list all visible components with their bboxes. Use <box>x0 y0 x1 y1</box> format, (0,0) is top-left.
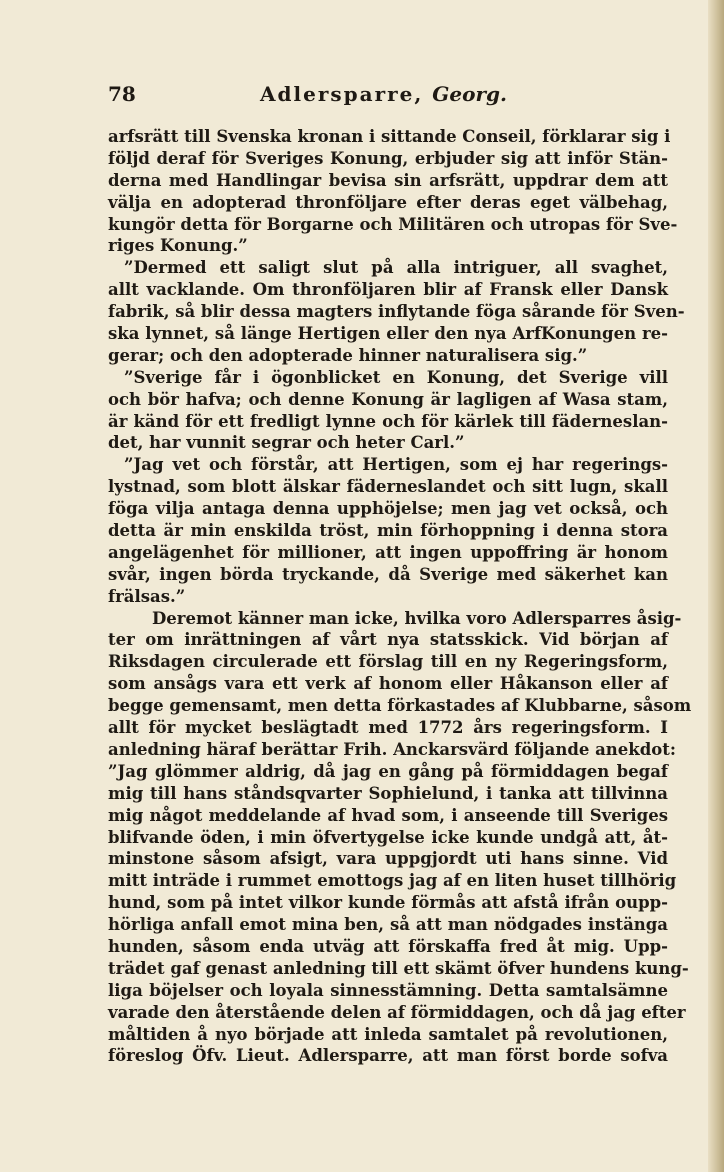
text-line: Riksdagen circulerade ett förslag till en ny Regeringsform, <box>108 652 668 672</box>
author-given-name: Georg. <box>432 82 507 106</box>
text-line: föreslog Öfv. Lieut. Adlersparre, att man först borde sofva <box>108 1046 668 1066</box>
running-head-title <box>260 82 507 106</box>
text-line: begge gemensamt, men detta förkastades af Klubbarne, såsom <box>108 696 692 716</box>
text-line: är känd för ett fredligt lynne och för kärlek till fäderneslan- <box>108 411 668 431</box>
text-line: hund, som på intet vilkor kunde förmås att afstå ifrån oupp- <box>108 893 668 913</box>
text-line: mitt inträde i rummet emottogs jag af en liten huset tillhörig <box>108 871 677 891</box>
text-line: och bör hafva; och denne Konung är lagligen af Wasa stam, <box>108 389 668 409</box>
text-line: allt för mycket beslägtadt med 1772 års regeringsform. I <box>108 718 668 738</box>
text-line: ”Sverige får i ögonblicket en Konung, det Sverige vill <box>124 367 668 387</box>
text-line: minstone såsom afsigt, vara uppgjordt uti hans sinne. Vid <box>108 849 668 869</box>
text-line: följd deraf för Sveriges Konung, erbjuder sig att inför Stän- <box>108 148 668 168</box>
author-surname: Adlersparre, <box>260 82 424 106</box>
text-line: liga böjelser och loyala sinnesstämning. Detta samtalsämne <box>108 980 668 1000</box>
body-text <box>108 126 692 1067</box>
text-line: allt vacklande. Om thronföljaren blir af Fransk eller Dansk <box>108 280 668 300</box>
text-line: ”Jag glömmer aldrig, då jag en gång på förmiddagen begaf <box>108 761 668 781</box>
text-line: ”Dermed ett saligt slut på alla intriguer, all svaghet, <box>124 258 668 278</box>
text-line: ”Jag vet och förstår, att Hertigen, som ej har regerings- <box>124 455 668 475</box>
text-line: som ansågs vara ett verk af honom eller Håkanson eller af <box>108 674 668 694</box>
text-line: hunden, såsom enda utväg att förskaffa fred åt mig. Upp- <box>108 936 668 956</box>
text-line: blifvande öden, i min öfvertygelse icke kunde undgå att, åt- <box>108 827 668 847</box>
page-edge <box>708 0 724 1172</box>
text-line: gerar; och den adopterade hinner naturalisera sig.” <box>108 345 588 365</box>
text-line: riges Konung.” <box>108 236 248 256</box>
text-line: frälsas.” <box>108 586 186 606</box>
text-line: angelägenhet för millioner, att ingen uppoffring är honom <box>108 542 668 562</box>
text-line: arfsrätt till Svenska kronan i sittande Conseil, förklarar sig i <box>108 127 671 146</box>
text-line: det, har vunnit segrar och heter Carl.” <box>108 433 465 453</box>
text-line: hörliga anfall emot mina ben, så att man nödgades instänga <box>108 915 668 935</box>
text-line: lystnad, som blott älskar fäderneslandet och sitt lugn, skall <box>108 477 668 497</box>
text-line: trädet gaf genast anledning till ett skämt öfver hundens kung- <box>108 958 689 978</box>
text-line: ter om inrättningen af vårt nya statsskick. Vid början af <box>108 630 668 650</box>
text-line: kungör detta för Borgarne och Militären och utropas för Sve- <box>108 214 678 234</box>
page-number: 78 <box>108 82 136 106</box>
running-header <box>108 82 628 112</box>
text-line: svår, ingen börda tryckande, då Sverige med säkerhet kan <box>108 564 668 584</box>
text-line: anledning häraf berättar Frih. Anckarsvärd följande anekdot: <box>108 739 676 759</box>
text-line: välja en adopterad thronföljare efter deras eget välbehag, <box>108 192 668 212</box>
text-line: mig något meddelande af hvad som, i anseende till Sveriges <box>108 805 668 825</box>
text-line: föga vilja antaga denna upphöjelse; men jag vet också, och <box>108 499 668 519</box>
text-line: måltiden å nyo började att inleda samtalet på revolutionen, <box>108 1024 668 1044</box>
text-line: mig till hans ståndsqvarter Sophielund, i tanka att tillvinna <box>108 783 668 803</box>
text-line: fabrik, så blir dessa magters inflytande föga sårande för Sven- <box>108 302 685 322</box>
text-line: varade den återstående delen af förmiddagen, och då jag efter <box>108 1002 686 1022</box>
text-line: ska lynnet, så länge Hertigen eller den nya ArfKonungen re- <box>108 324 668 344</box>
text-line: derna med Handlingar bevisa sin arfsrätt, uppdrar dem att <box>108 170 668 190</box>
text-line: Deremot känner man icke, hvilka voro Adlersparres åsig- <box>152 608 682 628</box>
text-line: detta är min enskilda tröst, min förhoppning i denna stora <box>108 521 668 541</box>
